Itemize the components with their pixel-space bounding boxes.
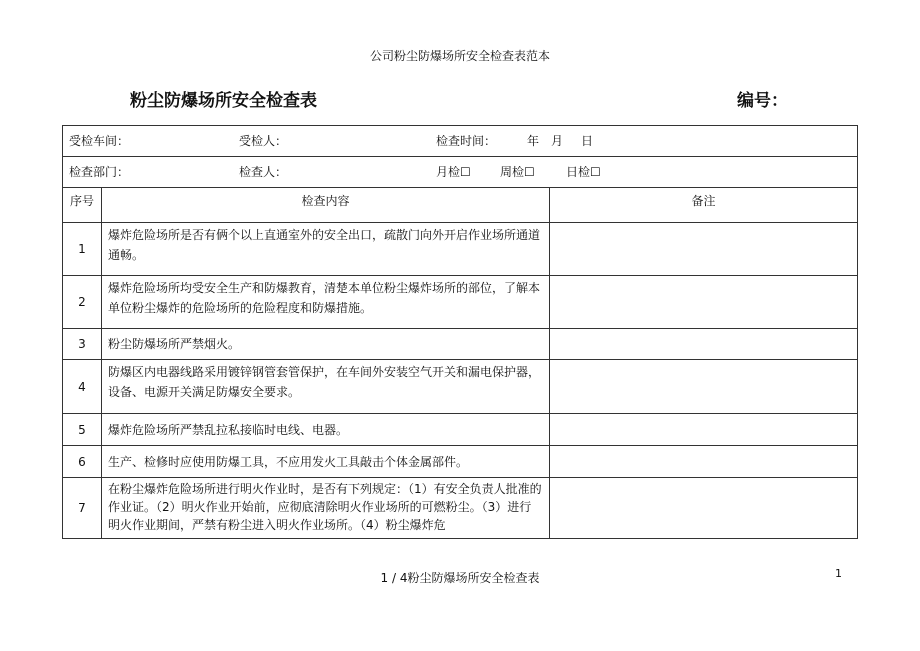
item-number: 5 <box>63 414 102 446</box>
document-number-label: 编号： <box>737 91 788 111</box>
inspector-label: 检查人： <box>239 165 288 179</box>
check-time-label: 检查时间： <box>436 134 497 148</box>
department-label: 检查部门： <box>69 165 130 179</box>
item-content: 生产、检修时应使用防爆工具，不应用发火工具敲击个体金属部件。 <box>102 446 550 478</box>
table-row <box>63 276 858 329</box>
info-row-inspected <box>63 126 858 157</box>
daily-check-option[interactable]: 日检☐ <box>566 165 601 179</box>
page-header: 公司粉尘防爆场所安全检查表范本 <box>369 49 550 63</box>
table-row <box>63 478 858 539</box>
info-cell-inspected <box>63 126 858 157</box>
item-content: 爆炸危险场所均受安全生产和防爆教育，清楚本单位粉尘爆炸场所的部位，了解本单位粉尘爆炸的危险场所的危险程度和防爆措施。 <box>102 276 550 329</box>
item-content: 爆炸危险场所是否有俩个以上直通室外的安全出口，疏散门向外开启作业场所通道通畅。 <box>102 223 550 276</box>
item-number: 1 <box>63 223 102 276</box>
table-row <box>63 414 858 446</box>
item-remarks-cell[interactable] <box>550 478 858 539</box>
item-number: 7 <box>63 478 102 539</box>
page-footer: 1 / 4粉尘防爆场所安全检查表 <box>380 571 540 585</box>
item-remarks-cell[interactable] <box>550 446 858 478</box>
item-number: 3 <box>63 329 102 360</box>
item-content: 防爆区内电器线路采用镀锌钢管套管保护，在车间外安装空气开关和漏电保护器，设备、电源开关满足防爆安全要求。 <box>102 360 550 414</box>
table-row <box>63 329 858 360</box>
info-cell-inspector <box>63 157 858 188</box>
monthly-check-option[interactable]: 月检☐ <box>436 165 471 179</box>
item-content: 粉尘防爆场所严禁烟火。 <box>102 329 550 360</box>
column-header-remarks: 备注 <box>550 188 858 223</box>
item-content: 爆炸危险场所严禁乱拉私接临时电线、电器。 <box>102 414 550 446</box>
inspectee-label: 受检人： <box>239 134 288 148</box>
year-label: 年 <box>527 134 540 148</box>
inspection-table <box>62 125 858 539</box>
table-row <box>63 360 858 414</box>
item-number: 6 <box>63 446 102 478</box>
workshop-label: 受检车间： <box>69 134 130 148</box>
month-label: 月 <box>551 134 564 148</box>
document-title: 粉尘防爆场所安全检查表 <box>130 91 317 111</box>
table-row <box>63 446 858 478</box>
item-remarks-cell[interactable] <box>550 329 858 360</box>
table-header-row <box>63 188 858 223</box>
table-row <box>63 223 858 276</box>
day-label: 日 <box>581 134 594 148</box>
column-header-content: 检查内容 <box>102 188 550 223</box>
item-remarks-cell[interactable] <box>550 414 858 446</box>
column-header-number: 序号 <box>63 188 102 223</box>
page-number: 1 <box>835 567 842 580</box>
item-content: 在粉尘爆炸危险场所进行明火作业时，是否有下列规定：（1）有安全负责人批准的作业证。（2）明火作业开始前，应彻底清除明火作业场所的可燃粉尘。（3）进行明火作业期间，严禁有粉尘进入明火作业场所。（4）粉尘爆炸危 <box>102 478 550 539</box>
info-row-inspector <box>63 157 858 188</box>
item-remarks-cell[interactable] <box>550 360 858 414</box>
item-remarks-cell[interactable] <box>550 223 858 276</box>
item-number: 2 <box>63 276 102 329</box>
item-remarks-cell[interactable] <box>550 276 858 329</box>
weekly-check-option[interactable]: 周检☐ <box>500 165 535 179</box>
item-number: 4 <box>63 360 102 414</box>
